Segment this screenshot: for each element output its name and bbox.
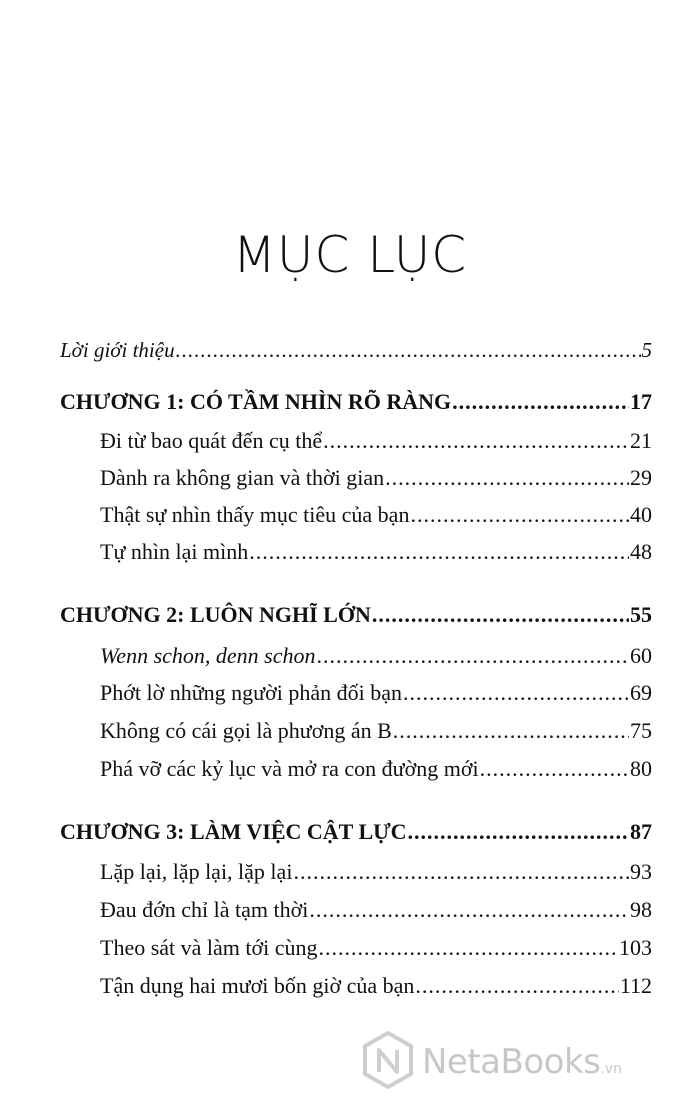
dot-leader xyxy=(323,423,629,459)
section-page: 80 xyxy=(630,756,652,781)
toc-intro[interactable] xyxy=(60,332,652,368)
toc-section[interactable] xyxy=(100,534,652,570)
dot-leader xyxy=(249,534,629,570)
watermark-text: NetaBooks xyxy=(422,1042,601,1082)
chapter-title: CHƯƠNG 3: LÀM VIỆC CẬT LỰC xyxy=(60,819,407,844)
toc-section[interactable] xyxy=(100,675,652,711)
section-page: 69 xyxy=(630,680,652,705)
section-page: 60 xyxy=(630,643,652,668)
section-page: 21 xyxy=(630,428,652,453)
page-title: MỤC LỤC xyxy=(232,225,468,284)
section-page: 112 xyxy=(619,973,652,998)
dot-leader xyxy=(410,497,629,533)
dot-leader xyxy=(403,675,629,711)
toc-section[interactable] xyxy=(100,854,652,890)
section-title: Theo sát và làm tới cùng xyxy=(100,935,318,960)
section-page: 29 xyxy=(630,465,652,490)
chapter-page: 55 xyxy=(630,602,652,627)
chapter-page: 17 xyxy=(630,389,652,414)
dot-leader xyxy=(393,713,629,749)
netabooks-logo-icon xyxy=(362,1031,414,1094)
watermark-suffix: .vn xyxy=(600,1061,622,1077)
toc-chapter-2[interactable] xyxy=(60,597,652,633)
toc-section[interactable] xyxy=(100,460,652,496)
section-page: 40 xyxy=(630,502,652,527)
section-title: Không có cái gọi là phương án B xyxy=(100,718,392,743)
toc-section[interactable] xyxy=(100,892,652,928)
toc-intro-page: 5 xyxy=(641,338,652,362)
section-page: 48 xyxy=(630,539,652,564)
section-title: Phớt lờ những người phản đối bạn xyxy=(100,680,402,705)
section-title: Tận dụng hai mươi bốn giờ của bạn xyxy=(100,973,415,998)
toc-chapter-3[interactable] xyxy=(60,814,652,850)
section-page: 98 xyxy=(630,897,652,922)
toc-section[interactable] xyxy=(100,751,652,787)
dot-leader xyxy=(452,384,629,420)
dot-leader xyxy=(309,892,629,928)
toc-section[interactable] xyxy=(100,968,652,1004)
section-title: Wenn schon, denn schon xyxy=(100,643,316,668)
dot-leader xyxy=(385,460,629,496)
section-title: Đau đớn chỉ là tạm thời xyxy=(100,897,309,922)
dot-leader xyxy=(176,332,641,368)
dot-leader xyxy=(293,854,629,890)
toc-chapter-1[interactable] xyxy=(60,384,652,420)
dot-leader xyxy=(319,930,618,966)
section-title: Đi từ bao quát đến cụ thể xyxy=(100,428,323,453)
section-page: 75 xyxy=(630,718,652,743)
chapter-title: CHƯƠNG 1: CÓ TẦM NHÌN RÕ RÀNG xyxy=(60,389,452,414)
chapter-page: 87 xyxy=(630,819,652,844)
section-title: Lặp lại, lặp lại, lặp lại xyxy=(100,859,293,884)
chapter-title: CHƯƠNG 2: LUÔN NGHĨ LỚN xyxy=(60,602,371,627)
toc-section[interactable] xyxy=(100,638,652,674)
toc-intro-label: Lời giới thiệu xyxy=(60,338,175,362)
toc-section[interactable] xyxy=(100,713,652,749)
dot-leader xyxy=(372,597,629,633)
section-title: Phá vỡ các kỷ lục và mở ra con đường mới xyxy=(100,756,479,781)
dot-leader xyxy=(408,814,629,850)
section-page: 103 xyxy=(619,935,652,960)
section-page: 93 xyxy=(630,859,652,884)
toc-section[interactable] xyxy=(100,930,652,966)
toc-section[interactable] xyxy=(100,423,652,459)
toc-section[interactable] xyxy=(100,497,652,533)
section-title: Tự nhìn lại mình xyxy=(100,539,249,564)
section-title: Dành ra không gian và thời gian xyxy=(100,465,385,490)
dot-leader xyxy=(317,638,630,674)
section-title: Thật sự nhìn thấy mục tiêu của bạn xyxy=(100,502,410,527)
netabooks-watermark xyxy=(362,1032,622,1092)
dot-leader xyxy=(480,751,629,787)
dot-leader xyxy=(415,968,618,1004)
